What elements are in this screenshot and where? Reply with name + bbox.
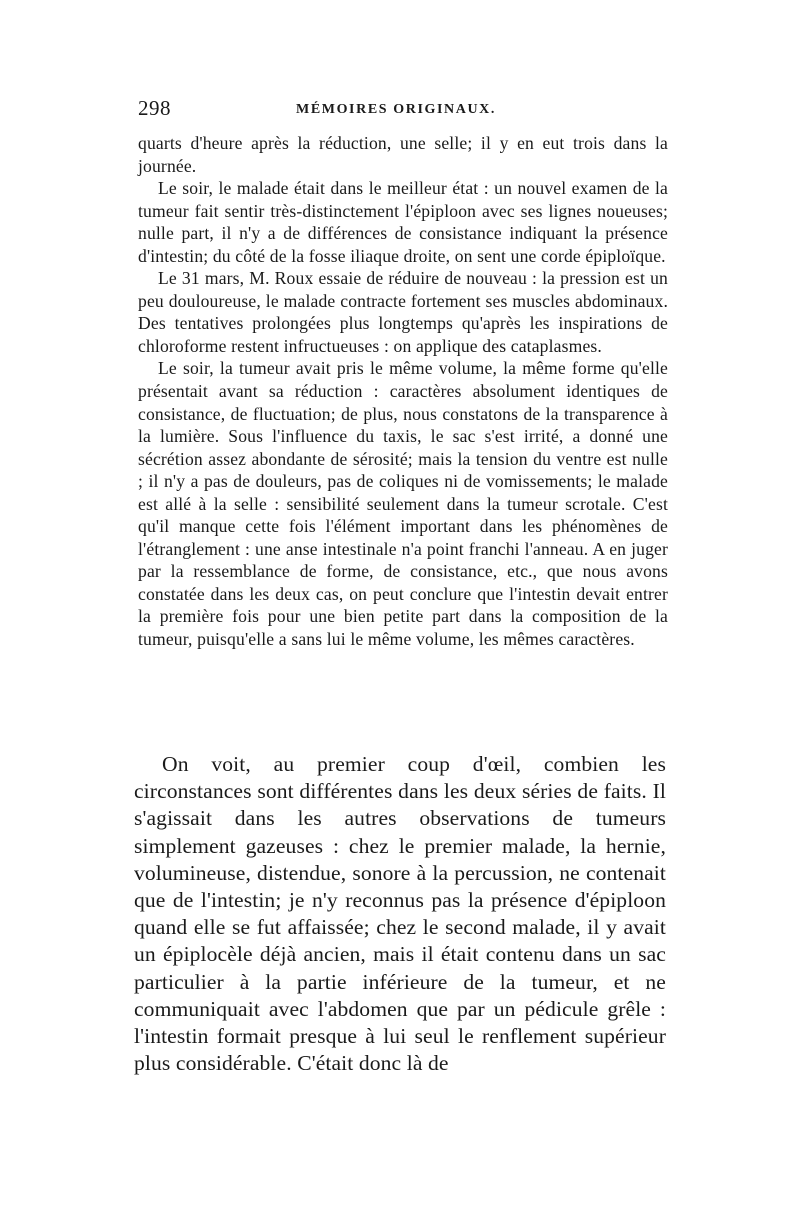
observation-text [138,132,668,651]
paragraph: Le 31 mars, M. Roux essaie de réduire de nouveau : la pression est un peu douloureuse, le malade contracte fortement ses muscles abdominaux. Des tentatives prolongées plus longtemps qu'après les inspirations de chloroforme restent infructueuses : on applique des cataplasmes. [138,268,668,356]
discussion-text [134,751,666,1077]
running-title: MÉMOIRES ORIGINAUX. [296,102,496,117]
page-number: 298 [138,96,171,120]
paragraph: Le soir, la tumeur avait pris le même volume, la même forme qu'elle présentait avant sa réduction : caractères absolument identiques de consistance, de fluctuation; de plus, nous constatons de la transparence à la lumière. Sous l'influence du taxis, le sac s'est irrité, a donné une sécrétion assez abondante de sérosité; mais la tension du ventre est nulle ; il n'y a pas de douleurs, pas de coliques ni de vomissements; le malade est allé à la selle : sensibilité seulement dans la tumeur scrotale. C'est qu'il manque cette fois l'élément important dans les phénomènes de l'étranglement : une anse intestinale n'a point franchi l'anneau. A en juger par la ressemblance de forme, de consistance, etc., que nous avons constatée dans les deux cas, on peut conclure que l'intestin devait entrer la première fois pour une bien petite part dans la composition de la tumeur, puisqu'elle a sans lui le même volume, les mêmes caractères. [138,358,668,650]
paragraph: Le soir, le malade était dans le meilleur état : un nouvel examen de la tumeur fait sentir très-distinctement l'épiploon avec ses lignes noueuses; nulle part, il n'y a de différences de consistance indiquant la présence d'intestin; du côté de la fosse iliaque droite, on sent une corde épiploïque. [138,178,668,266]
paragraph: On voit, au premier coup d'œil, combien les circonstances sont différentes dans les deux séries de faits. Il s'agissait dans les autres observations de tumeurs simplement gazeuses : chez le premier malade, la hernie, volumineuse, distendue, sonore à la percussion, ne contenait que de l'intestin; je n'y reconnus pas la présence d'épiploon quand elle se fut affaissée; chez le second malade, il y avait un épiplocèle déjà ancien, mais il était contenu dans un sac particulier à la partie inférieure de la tumeur, et ne communiquait avec l'abdomen que par un pédicule grêle : l'intestin formait presque à lui seul le renflement supérieur plus considérable. C'était donc là de [134,752,666,1076]
paragraph: quarts d'heure après la réduction, une selle; il y en eut trois dans la journée. [138,133,668,176]
running-head [138,96,670,124]
